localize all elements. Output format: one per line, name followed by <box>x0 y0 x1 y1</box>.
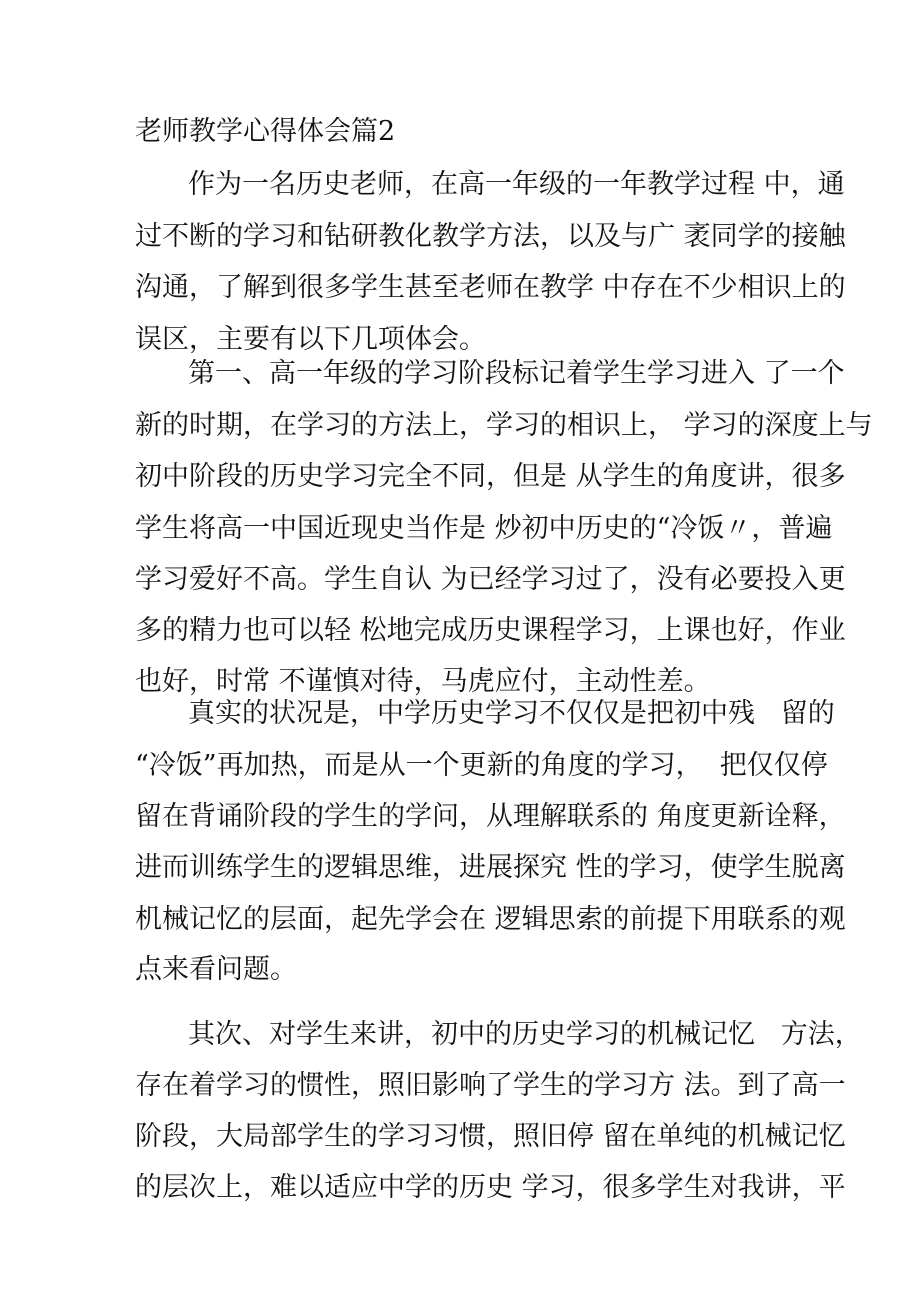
paragraph-2-line-6: 多的精力也可以轻 松地完成历史课程学习，上课也好，作业 <box>135 615 846 646</box>
paragraph-3-line-1: 真实的状况是，中学历史学习不仅仅是把初中残 留的 <box>188 698 835 729</box>
paragraph-2-line-3: 初中阶段的历史学习完全不同，但是 从学生的角度讲，很多 <box>135 461 846 492</box>
paragraph-3-line-2: “冷饭”再加热，而是从一个更新的角度的学习， 把仅仅停 <box>135 750 828 781</box>
paragraph-1-line-1: 作为一名历史老师，在高一年级的一年教学过程 中，通 <box>188 169 845 200</box>
paragraph-2-line-1: 第一、高一年级的学习阶段标记着学生学习进入 了一个 <box>188 358 845 389</box>
paragraph-1-line-2: 过不断的学习和钻研教化教学方法，以及与广 袤同学的接触 <box>135 221 846 252</box>
paragraph-3-line-4: 进而训练学生的逻辑思维，进展探究 性的学习，使学生脱离 <box>135 852 846 883</box>
paragraph-2-line-5: 学习爱好不高。学生自认 为已经学习过了，没有必要投入更 <box>135 564 846 595</box>
paragraph-2-line-4: 学生将高一中国近现史当作是 炒初中历史的“冷饭〃，普遍 <box>135 513 833 544</box>
paragraph-3-line-3: 留在背诵阶段的学生的学问，从理解联系的 角度更新诠释， <box>135 801 846 832</box>
paragraph-2-line-7: 也好，时常 不谨慎对待，马虎应付，主动性差。 <box>135 666 711 697</box>
paragraph-2-line-2: 新的时期，在学习的方法上，学习的相识上， 学习的深度上与 <box>135 410 873 441</box>
paragraph-4-line-3: 阶段，大局部学生的学习习惯，照旧停 留在单纯的机械记忆 <box>135 1121 846 1152</box>
paragraph-3-line-5: 机械记忆的层面，起先学会在 逻辑思索的前提下用联系的观 <box>135 904 846 935</box>
paragraph-1-line-3: 沟通，了解到很多学生甚至老师在教学 中存在不少相识上的 <box>135 272 846 303</box>
paragraph-4-line-2: 存在着学习的惯性，照旧影响了学生的学习方 法。到了高一 <box>135 1070 846 1101</box>
paragraph-3-line-6: 点来看问题。 <box>135 954 297 985</box>
paragraph-1-line-4: 误区，主要有以下几项体会。 <box>135 324 486 355</box>
document-title: 老师教学心得体会篇2 <box>135 116 396 147</box>
paragraph-4-line-4: 的层次上，难以适应中学的历史 学习，很多学生对我讲，平 <box>135 1172 846 1203</box>
paragraph-4-line-1: 其次、对学生来讲，初中的历史学习的机械记忆 方法， <box>188 1019 862 1050</box>
